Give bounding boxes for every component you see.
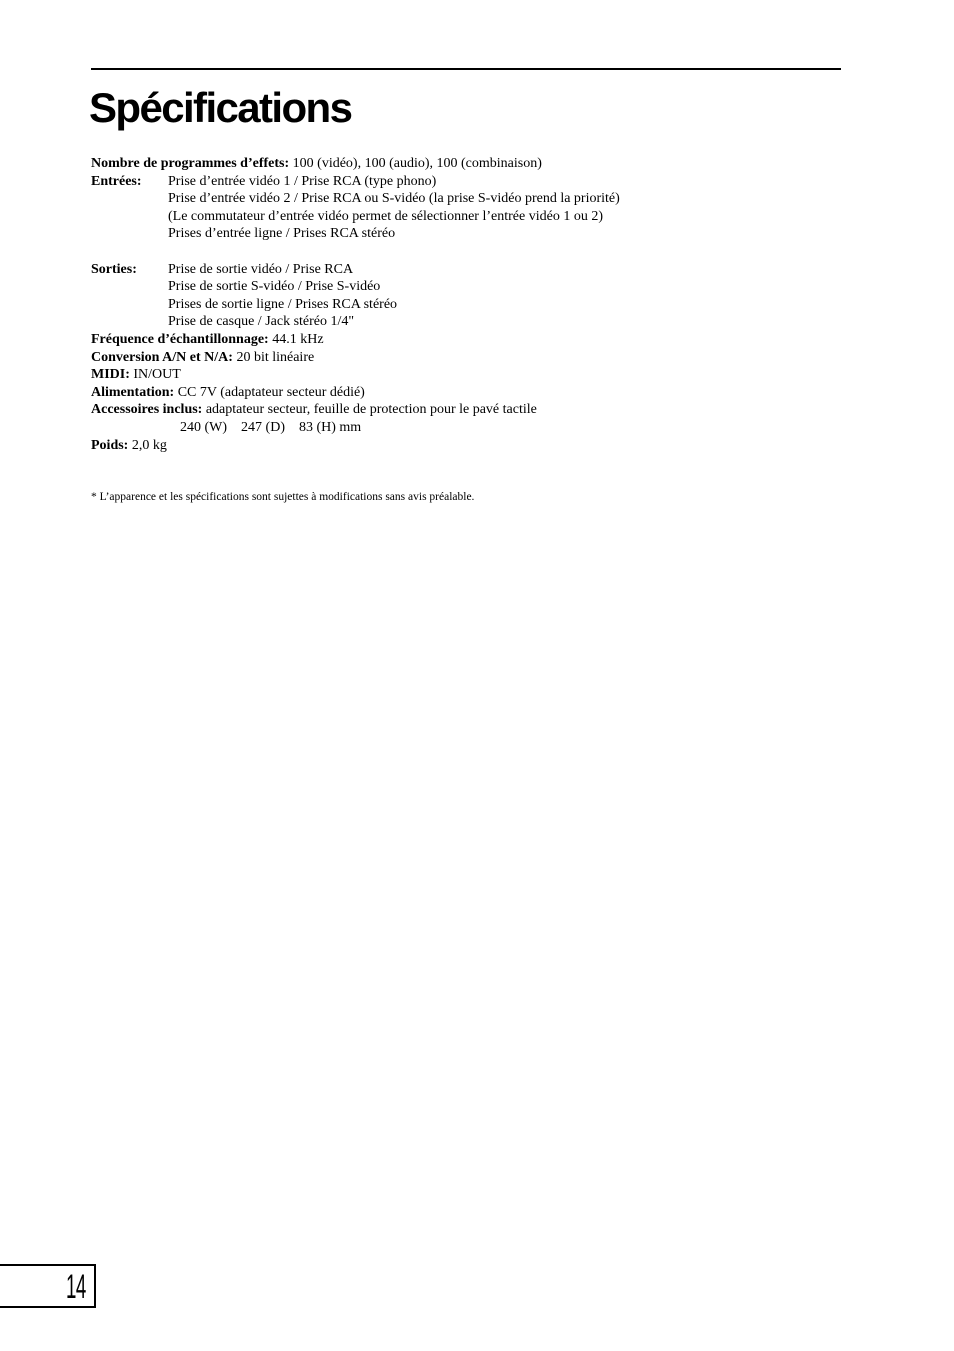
spec-value: 44.1 kHz — [272, 331, 324, 347]
page-number-box — [0, 1264, 96, 1308]
spec-value: IN/OUT — [133, 367, 181, 383]
spec-value: Prise de sortie vidéo / Prise RCA — [168, 261, 354, 277]
spec-label: Accessoires inclus: — [91, 402, 203, 418]
spec-value: 2,0 kg — [131, 437, 167, 453]
dimension-depth: 247 (D) — [241, 419, 285, 435]
spec-label: Poids: — [91, 437, 129, 453]
spec-sorties-line — [91, 278, 841, 296]
spec-label: Sorties: — [91, 261, 137, 277]
spec-entrees — [91, 173, 841, 191]
spec-label: Alimentation: — [91, 384, 175, 400]
dimension-width: 240 (W) — [180, 419, 228, 435]
spec-poids — [91, 437, 841, 455]
spec-label: Nombre de programmes d’effets: — [91, 156, 290, 171]
spec-entrees-line — [91, 190, 841, 208]
spec-label: Fréquence d’échantillonnage: — [91, 331, 269, 347]
spec-sorties — [91, 261, 841, 279]
spec-value: Prise d’entrée vidéo 2 / Prise RCA ou S-vidéo (la prise S-vidéo prend la priorité) — [168, 191, 620, 207]
spacer — [91, 243, 841, 261]
spec-accessoires — [91, 401, 841, 419]
spec-frequence — [91, 331, 841, 349]
spec-label: Entrées: — [91, 173, 142, 189]
spec-dimensions — [91, 419, 841, 437]
spec-value: Prises de sortie ligne / Prises RCA stéréo — [168, 296, 398, 312]
spec-conversion — [91, 349, 841, 367]
page-number: 14 — [66, 1268, 86, 1306]
spec-value: CC 7V (adaptateur secteur dédié) — [177, 384, 365, 400]
spec-entrees-line — [91, 208, 841, 226]
spec-value: Prise de sortie S-vidéo / Prise S-vidéo — [168, 279, 381, 295]
spec-value: (Le commutateur d’entrée vidéo permet de sélectionner l’entrée vidéo 1 ou 2) — [168, 208, 603, 224]
spec-label: MIDI: — [91, 367, 130, 383]
page-title: Spécifications — [89, 84, 352, 131]
top-rule — [91, 68, 841, 70]
dimension-height: 83 (H) mm — [298, 419, 362, 435]
spec-sorties-line — [91, 313, 841, 331]
spec-label: Conversion A/N et N/A: — [91, 349, 233, 365]
footnote: * L’apparence et les spécifications sont sujettes à modifications sans avis préalable. — [91, 491, 475, 503]
spec-value: 100 (vidéo), 100 (audio), 100 (combinaison) — [292, 156, 542, 171]
spec-value: Prise d’entrée vidéo 1 / Prise RCA (type phono) — [168, 173, 437, 189]
spec-programmes — [91, 155, 841, 173]
spec-value: 20 bit linéaire — [236, 349, 315, 365]
spec-entrees-line — [91, 225, 841, 243]
specifications-list — [91, 155, 841, 454]
spec-sorties-line — [91, 296, 841, 314]
spec-value: adaptateur secteur, feuille de protection pour le pavé tactile — [205, 402, 537, 418]
spec-alimentation — [91, 384, 841, 402]
spec-value: Prises d’entrée ligne / Prises RCA stéréo — [168, 226, 396, 242]
spec-midi — [91, 366, 841, 384]
spec-value: Prise de casque / Jack stéréo 1/4" — [168, 314, 355, 330]
